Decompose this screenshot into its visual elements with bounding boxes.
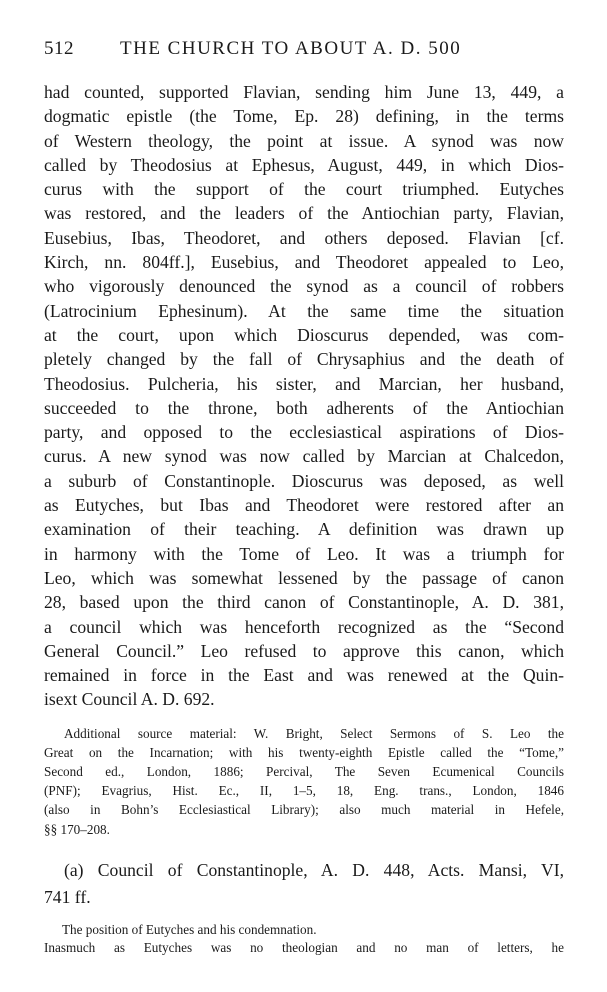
text-line: called by Theodosius at Ephesus, August, 449, in which Dios- — [44, 154, 564, 175]
text-line: a council which was henceforth recognized as the “Second — [44, 616, 564, 637]
text-line: was restored, and the leaders of the Antiochian party, Flavian, — [44, 203, 564, 224]
note-line: Second ed., London, 1886; Percival, The Seven Ecumenical Councils — [44, 764, 564, 780]
text-line: curus. A new synod was now called by Marcian at Chalcedon, — [44, 446, 564, 467]
heading-line: 741 ff. — [44, 886, 91, 907]
text-line: Theodosius. Pulcheria, his sister, and Marcian, her husband, — [44, 373, 564, 394]
running-header — [44, 38, 564, 72]
note-line: (also in Bohn’s Ecclesiastical Library); also much material in Hefele, — [44, 802, 564, 818]
running-title: THE CHURCH TO ABOUT A. D. 500 — [120, 38, 462, 59]
text-line: remained in force in the East and was renewed at the Quin- — [44, 665, 564, 686]
text-line: 28, based upon the third canon of Constantinople, A. D. 381, — [44, 592, 564, 613]
text-line: succeeded to the throne, both adherents of the Antiochian — [44, 397, 564, 418]
page-number: 512 — [44, 38, 74, 59]
note-line: §§ 170–208. — [44, 821, 110, 837]
text-line: Eusebius, Ibas, Theodoret, and others deposed. Flavian [cf. — [44, 227, 564, 248]
text-line: (Latrocinium Ephesinum). At the same time the situation — [44, 300, 564, 321]
text-line: curus with the support of the court triumphed. Eutyches — [44, 179, 564, 200]
intro-line: Inasmuch as Eutyches was no theologian and no man of letters, he — [44, 939, 564, 955]
heading-line: (a) Council of Constantinople, A. D. 448, Acts. Mansi, VI, — [64, 859, 564, 880]
text-line: in harmony with the Tome of Leo. It was a triumph for — [44, 543, 564, 564]
text-line: Kirch, nn. 804ff.], Eusebius, and Theodoret appealed to Leo, — [44, 252, 564, 273]
source-note — [44, 724, 564, 839]
note-line: Great on the Incarnation; with his twenty-eighth Epistle called the “Tome,” — [44, 744, 564, 760]
note-line: Additional source material: W. Bright, Select Sermons of S. Leo the — [64, 725, 564, 741]
note-line: (PNF); Evagrius, Hist. Ec., II, 1–5, 18, Eng. trans., London, 1846 — [44, 783, 564, 799]
text-line: General Council.” Leo refused to approve this canon, which — [44, 640, 564, 661]
text-line: at the court, upon which Dioscurus depended, was com- — [44, 324, 564, 345]
section-intro — [44, 921, 564, 957]
text-line: a suburb of Constantinople. Dioscurus was deposed, as well — [44, 470, 564, 491]
text-line: dogmatic epistle (the Tome, Ep. 28) defining, in the terms — [44, 106, 564, 127]
text-line: as Eutyches, but Ibas and Theodoret were restored after an — [44, 495, 564, 516]
book-page — [44, 38, 564, 957]
text-line: of Western theology, the point at issue. A synod was now — [44, 130, 564, 151]
text-line: examination of their teaching. A definition was drawn up — [44, 519, 564, 540]
text-line: who vigorously denounced the synod as a council of robbers — [44, 276, 564, 297]
intro-line: The position of Eutyches and his condemnation. — [62, 921, 317, 937]
section-heading — [44, 857, 564, 911]
text-line: pletely changed by the fall of Chrysaphius and the death of — [44, 349, 564, 370]
text-line: isext Council A. D. 692. — [44, 689, 215, 710]
text-line: party, and opposed to the ecclesiastical aspirations of Dios- — [44, 422, 564, 443]
main-paragraph — [44, 80, 564, 712]
text-line: Leo, which was somewhat lessened by the passage of canon — [44, 567, 564, 588]
text-line: had counted, supported Flavian, sending him June 13, 449, a — [44, 82, 564, 102]
